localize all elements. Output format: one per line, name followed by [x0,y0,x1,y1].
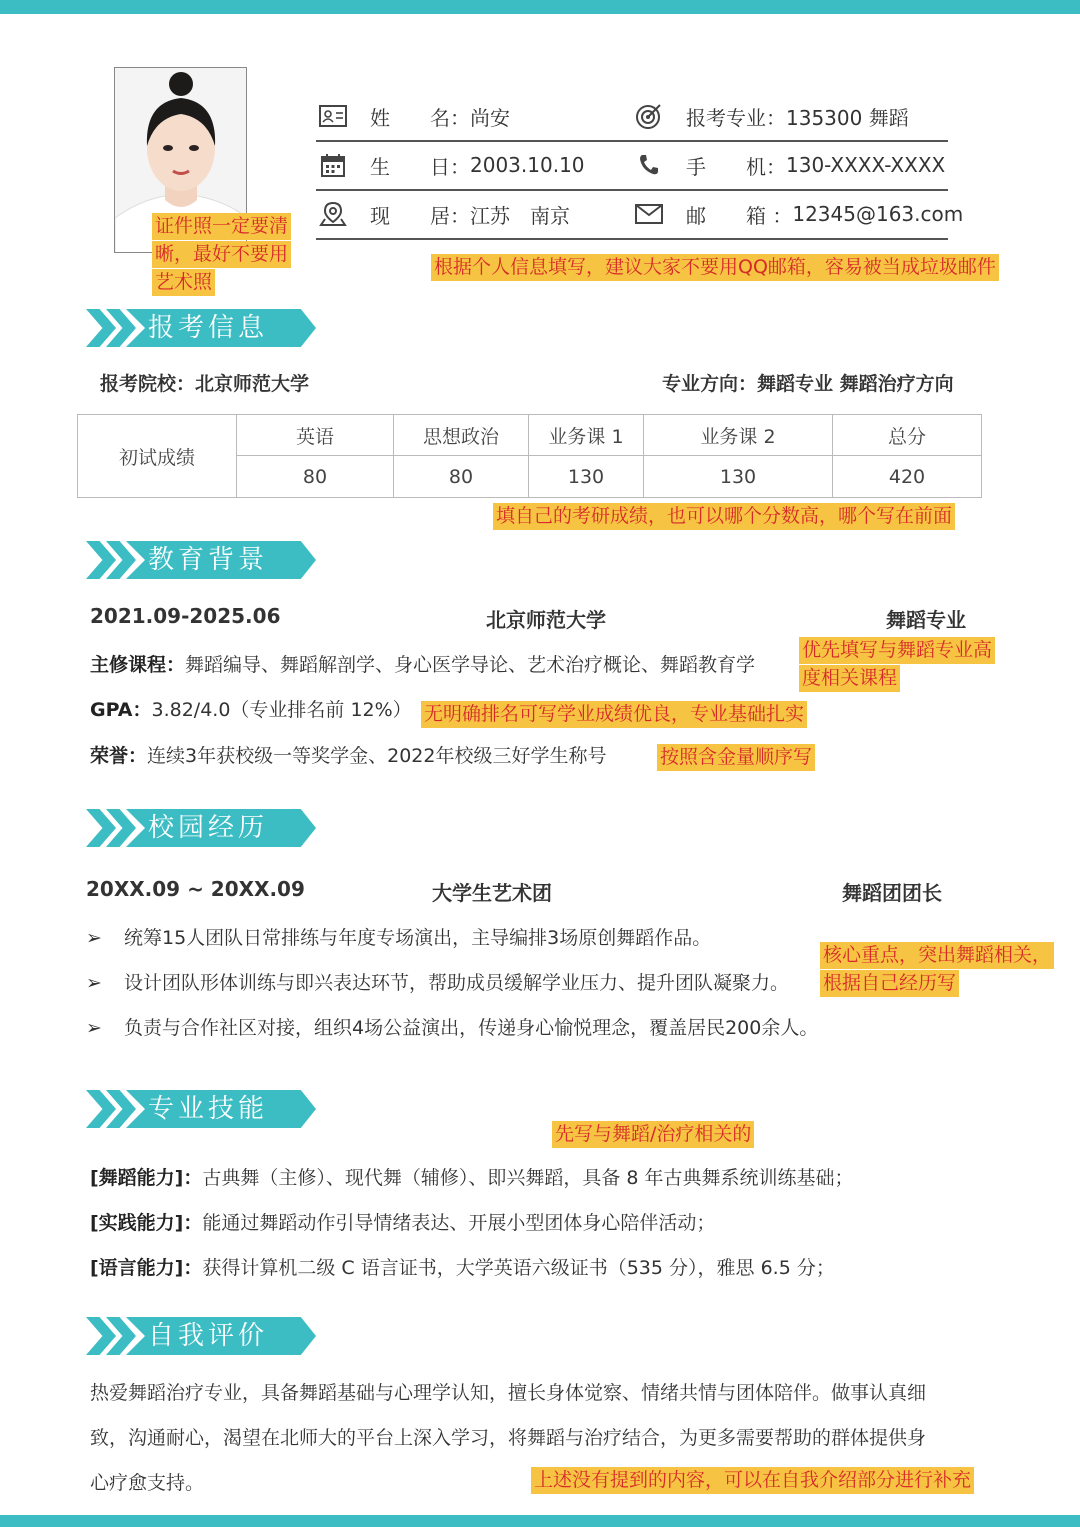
self-eval-line1: 热爱舞蹈治疗专业，具备舞蹈基础与心理学认知，擅长身体觉察、情绪共情与团体陪伴。做事认真细 [90,1382,927,1404]
score-row-label: 初试成绩 [78,415,237,498]
score-header-cell: 业务课 1 [529,415,644,456]
campus-role: 舞蹈团团长 [842,881,942,905]
edu-gpa [90,695,412,722]
skills-note: 先写与舞蹈/治疗相关的 [552,1121,754,1148]
major-value: 135300 舞蹈 [786,105,909,130]
direction-label: 专业方向： [662,373,758,395]
bottom-accent-bar [0,1515,1080,1527]
score-header-cell: 业务课 2 [644,415,833,456]
gpa-label: GPA： [90,699,152,721]
top-accent-bar [0,0,1080,14]
gpa-note: 无明确排名可写学业成绩优良，专业基础扎实 [421,701,807,728]
section-title: 教育背景 [148,545,269,575]
calendar-icon [318,152,348,178]
edu-period: 2021.09-2025.06 [90,604,281,628]
score-value-cell: 420 [833,456,982,498]
score-value-cell: 80 [237,456,394,498]
residence-value: 江苏 南京 [470,203,570,228]
bullet-arrow-icon: ➢ [86,1017,102,1039]
course-note-line2: 度相关课程 [799,665,900,692]
phone-value: 130-XXXX-XXXX [786,153,946,177]
honor-value: 连续3年获校级一等奖学金、2022年校级三好学生称号 [147,745,607,767]
skill-label: [实践能力]： [90,1212,203,1234]
self-eval-line3: 心疗愈支持。 [90,1472,205,1494]
skill-label: [舞蹈能力]： [90,1167,203,1189]
skill-text: 古典舞（主修）、现代舞（辅修）、即兴舞蹈，具备 8 年古典舞系统训练基础； [202,1167,854,1189]
course-note-line1: 优先填写与舞蹈专业高 [799,637,995,664]
section-header-skills [86,1090,316,1130]
self-eval-line2: 致，沟通耐心，渴望在北师大的平台上深入学习，将舞蹈与治疗结合，为更多需要帮助的群体提供身 [90,1427,927,1449]
score-table [77,414,982,498]
edu-school: 北京师范大学 [486,608,606,632]
info-name [318,92,510,140]
skill-item [90,1253,835,1280]
direction-value: 舞蹈专业 舞蹈治疗方向 [757,373,954,395]
campus-item-text: 设计团队形体训练与即兴表达环节，帮助成员缓解学业压力、提升团队凝聚力。 [124,972,790,994]
mail-icon [634,201,664,227]
section-title: 校园经历 [148,813,269,843]
edu-courses [90,650,755,677]
name-label: 姓 名： [370,105,470,130]
section-title: 自我评价 [148,1321,269,1351]
target-icon [634,103,664,129]
bullet-arrow-icon: ➢ [86,972,102,994]
courses-label: 主修课程： [90,654,186,676]
score-value-cell: 80 [394,456,529,498]
section-header-apply [86,309,316,349]
self-note: 上述没有提到的内容，可以在自我介绍部分进行补充 [531,1467,974,1494]
score-header-cell: 总分 [833,415,982,456]
major-label: 报考专业： [686,105,786,130]
campus-item [86,923,711,950]
honor-label: 荣誉： [90,745,148,767]
photo-note-line1: 证件照一定要清 [152,213,291,240]
info-major [634,92,909,140]
campus-item [86,1013,818,1040]
gpa-value: 3.82/4.0（专业排名前 12%） [151,699,412,721]
edu-major: 舞蹈专业 [886,608,966,632]
section-header-campus [86,809,316,849]
campus-note-line2: 根据自己经历写 [820,970,959,997]
birth-value: 2003.10.10 [470,153,585,177]
section-title: 报考信息 [148,313,269,343]
id-card-icon [318,103,348,129]
email-value: 12345@163.com [792,202,964,226]
school-label: 报考院校： [100,373,196,395]
campus-item-text: 统筹15人团队日常排练与年度专场演出，主导编排3场原创舞蹈作品。 [124,927,712,949]
phone-icon [634,152,664,178]
email-label: 邮 箱 ： [686,203,793,228]
location-icon [318,201,348,227]
birth-label: 生 日： [370,154,470,179]
skill-text: 能通过舞蹈动作引导情绪表达、开展小型团体身心陪伴活动； [202,1212,716,1234]
phone-label: 手 机： [686,154,786,179]
apply-direction [662,369,954,396]
score-header-cell: 思想政治 [394,415,529,456]
section-title: 专业技能 [148,1094,269,1124]
school-value: 北京师范大学 [195,373,310,395]
campus-org: 大学生艺术团 [432,881,552,905]
honor-note: 按照含金量顺序写 [657,744,815,771]
score-note: 填自己的考研成绩，也可以哪个分数高，哪个写在前面 [493,503,955,530]
photo-note-line2: 晰，最好不要用 [152,241,291,268]
apply-school [100,369,309,396]
skill-item [90,1208,715,1235]
campus-item [86,968,789,995]
score-header-cell: 英语 [237,415,394,456]
section-header-education [86,541,316,581]
score-value-cell: 130 [644,456,833,498]
info-residence [318,190,570,238]
campus-item-text: 负责与合作社区对接，组织4场公益演出，传递身心愉悦理念，覆盖居民200余人。 [124,1017,819,1039]
bullet-arrow-icon: ➢ [86,927,102,949]
residence-label: 现 居： [370,203,470,228]
photo-note-line3: 艺术照 [152,269,215,296]
info-email [634,190,963,238]
courses-value: 舞蹈编导、舞蹈解剖学、身心医学导论、艺术治疗概论、舞蹈教育学 [185,654,756,676]
info-phone [634,141,945,189]
skill-item [90,1163,854,1190]
campus-note-line1: 核心重点，突出舞蹈相关， [820,942,1054,969]
campus-period: 20XX.09 ~ 20XX.09 [86,877,305,901]
skill-text: 获得计算机二级 C 语言证书，大学英语六级证书（535 分），雅思 6.5 分； [202,1257,835,1279]
skill-label: [语言能力]： [90,1257,203,1279]
info-birth [318,141,585,189]
score-value-cell: 130 [529,456,644,498]
section-header-self [86,1317,316,1357]
name-value: 尚安 [470,105,510,130]
edu-honor [90,741,606,768]
info-divider-3 [316,238,948,240]
info-note: 根据个人信息填写，建议大家不要用QQ邮箱，容易被当成垃圾邮件 [431,254,999,281]
